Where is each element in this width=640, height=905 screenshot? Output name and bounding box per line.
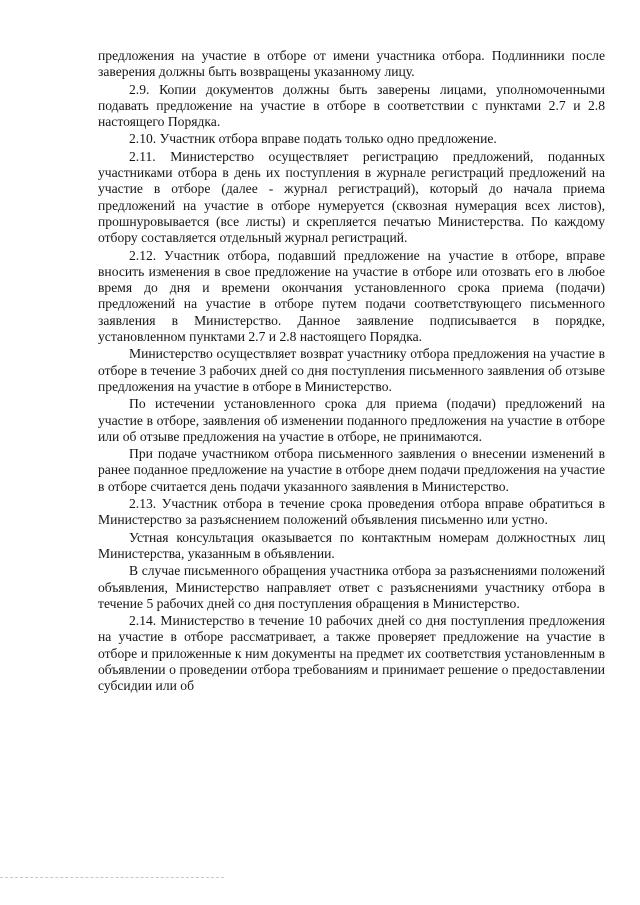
paragraph-oral-consultation: Устная консультация оказывается по контактным номерам должностных лиц Министерства, указанным в объявлении. — [98, 529, 605, 561]
paragraph-2-13: 2.13. Участник отбора в течение срока проведения отбора вправе обратиться в Министерство за разъяснением положений объявления письменно или устно. — [98, 496, 605, 528]
paragraph-2-9: 2.9. Копии документов должны быть заверены лицами, уполномоченными подавать предложение на участие в отборе в соответствии с пунктами 2.7 и 2.8 настоящего Порядка. — [98, 81, 605, 130]
document-page — [98, 48, 605, 696]
footer-divider — [0, 877, 224, 878]
paragraph-2-12: 2.12. Участник отбора, подавший предложение на участие в отборе, вправе вносить изменения в свое предложение на участие в отборе или отозвать его в любое время до дня и времени окончания установленного срока приема (подачи) предложений на участие в отборе путем подачи соответствующего письменного заявления в Министерство. Данное заявление подписывается в порядке, установленном пунктами 2.7 и 2.8 настоящего Порядка. — [98, 247, 605, 345]
paragraph-2-14: 2.14. Министерство в течение 10 рабочих дней со дня поступления предложения на участие в отборе рассматривает, а также проверяет предложение на участие в отборе и приложенные к ним документы на предмет их соответствия установленным в объявлении о проведении отбора требованиям и принимает решение о предоставлении субсидии или об — [98, 613, 605, 694]
paragraph-return-offer: Министерство осуществляет возврат участнику отбора предложения на участие в отборе в течение 3 рабочих дней со дня поступления письменного заявления об отзыве предложения на участие в отборе в Министерство. — [98, 346, 605, 394]
paragraph-written-inquiry: В случае письменного обращения участника отбора за разъяснениями положений объявления, Министерство направляет ответ с разъяснениями участнику отбора в течение 5 рабочих дней со дня поступления обращения в Министерство. — [98, 563, 605, 611]
paragraph-deadline-expiry: По истечении установленного срока для приема (подачи) предложений на участие в отборе, заявления об изменении поданного предложения на участие в отборе или об отзыве предложения на участие в отборе, не принимаются. — [98, 396, 605, 444]
paragraph-2-10: 2.10. Участник отбора вправе подать только одно предложение. — [129, 131, 497, 147]
paragraph-2-11: 2.11. Министерство осуществляет регистрацию предложений, поданных участниками отбора в день их поступления в журнале регистраций предложений на участие в отборе (далее - журнал регистраций), который до начала приема предложений на участие в отборе нумеруется (сквозная нумерация всех листов), прошнуровывается (все листы) и скрепляется печатью Министерства. По каждому отбору составляется отдельный журнал регистраций. — [98, 148, 605, 246]
paragraph-amendment-date: При подаче участником отбора письменного заявления о внесении изменений в ранее поданное предложение на участие в отборе днем подачи предложения на участие в отборе считается день подачи указанного заявления в Министерство. — [98, 446, 605, 494]
paragraph-continuation: предложения на участие в отборе от имени участника отбора. Подлинники после заверения должны быть возвращены указанному лицу. — [98, 48, 605, 80]
